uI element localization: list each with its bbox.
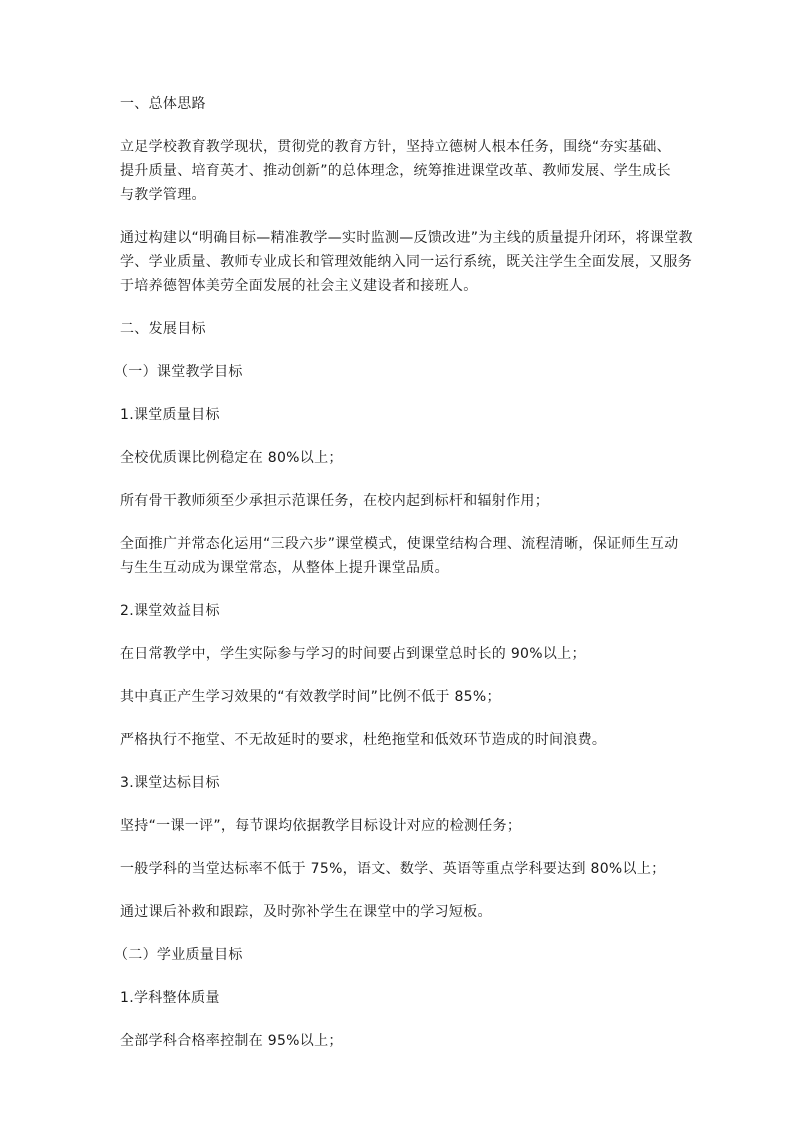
paragraph: 所有骨干教师须至少承担示范课任务，在校内起到标杆和辐射作用； xyxy=(120,493,549,509)
item-title: 1.课堂质量目标 xyxy=(120,407,220,423)
item-title: 1.学科整体质量 xyxy=(120,990,220,1006)
paragraph: 全部学科合格率控制在 95%以上； xyxy=(120,1033,343,1049)
item-title: 3.课堂达标目标 xyxy=(120,775,220,791)
paragraph: 立足学校教育教学现状，贯彻党的教育方针，坚持立德树人根本任务，围绕“夯实基础、提升质量、培育英才、推动创新”的总体理念，统筹推进课堂改革、教师发展、学生成长与教学管理。 xyxy=(120,139,671,203)
paragraph: 在日常教学中，学生实际参与学习的时间要占到课堂总时长的 90%以上； xyxy=(120,646,586,662)
paragraph: 严格执行不拖堂、不无故延时的要求，杜绝拖堂和低效环节造成的时间浪费。 xyxy=(120,732,607,748)
section-heading-development-goals: 二、发展目标 xyxy=(120,321,206,337)
subsection-heading-academic-quality: （二）学业质量目标 xyxy=(114,947,243,963)
paragraph: 坚持“一课一评”，每节课均依据教学目标设计对应的检测任务； xyxy=(120,818,522,834)
paragraph: 其中真正产生学习效果的“有效教学时间”比例不低于 85%； xyxy=(120,689,501,705)
paragraph: 全校优质课比例稳定在 80%以上； xyxy=(120,450,343,466)
paragraph: 通过课后补救和跟踪，及时弥补学生在课堂中的学习短板。 xyxy=(120,904,492,920)
paragraph: 通过构建以“明确目标—精准教学—实时监测—反馈改进”为主线的质量提升闭环，将课堂教学、学业质量、教师专业成长和管理效能纳入同一运行系统，既关注学生全面发展，又服务于培养德智体美劳全面发展的社会主义建设者和接班人。 xyxy=(120,230,693,294)
paragraph: 一般学科的当堂达标率不低于 75%，语文、数学、英语等重点学科要达到 80%以上； xyxy=(120,861,666,877)
section-heading-overall-approach: 一、总体思路 xyxy=(120,96,206,112)
document-page xyxy=(114,92,693,1072)
item-title: 2.课堂效益目标 xyxy=(120,603,220,619)
subsection-heading-classroom-teaching: （一）课堂教学目标 xyxy=(114,364,243,380)
paragraph: 全面推广并常态化运用“三段六步”课堂模式，使课堂结构合理、流程清晰，保证师生互动与生生互动成为课堂常态，从整体上提升课堂品质。 xyxy=(120,536,679,576)
